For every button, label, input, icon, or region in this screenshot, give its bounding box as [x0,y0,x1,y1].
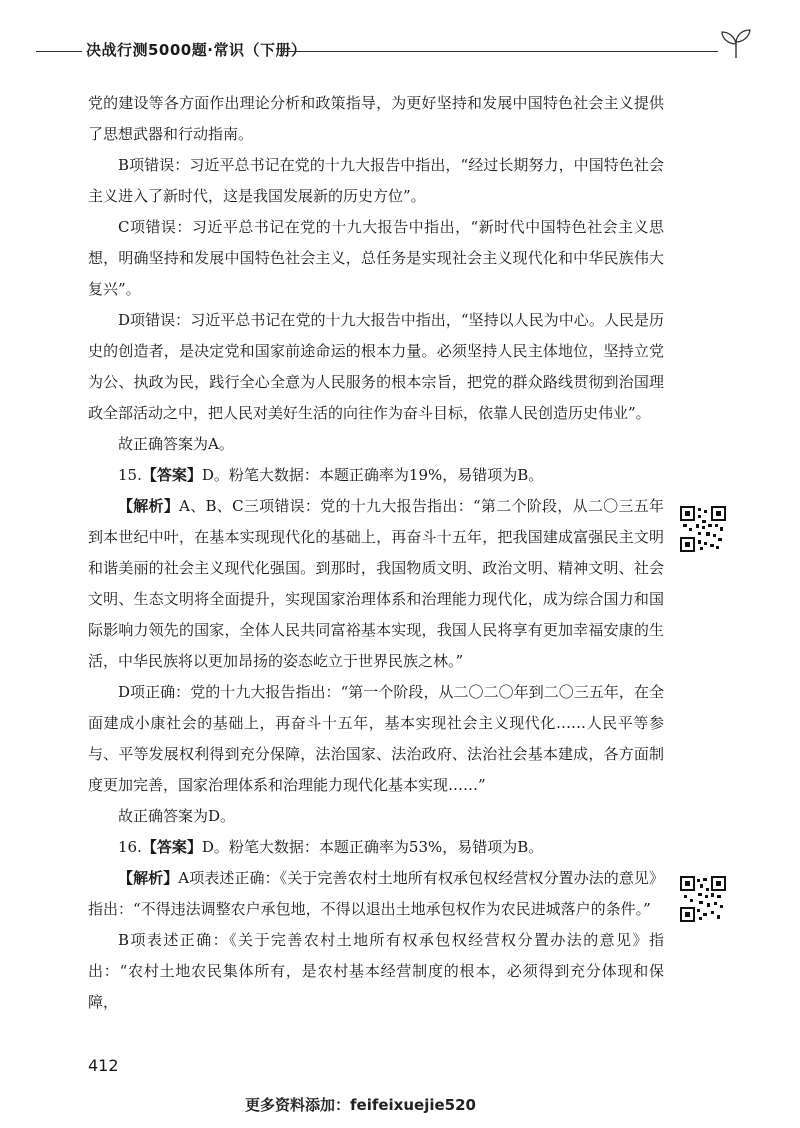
answer-text-body [88,88,664,1018]
analysis-15 [88,491,664,677]
header-rule-left [36,51,82,52]
answer-text-16: D。粉笔大数据：本题正确率为53%，易错项为B。 [201,838,544,856]
answer-tag-16: 【答案】 [141,838,202,856]
analysis-tag-15: 【解析】 [118,497,180,515]
sprout-icon [714,24,758,60]
page-number: 412 [88,1056,119,1075]
paragraph-option-b: B项错误：习近平总书记在党的十九大报告中指出，“经过长期努力，中国特色社会主义进入了新时代，这是我国发展新的历史方位”。 [88,156,664,205]
paragraph-conclusion-14: 故正确答案为A。 [118,435,234,453]
watermark-text: 更多资料添加：feifeixuejie520 [245,1096,476,1114]
analysis-tag-16: 【解析】 [118,869,179,887]
paragraph-continuation: 党的建设等各方面作出理论分析和政策指导，为更好坚持和发展中国特色社会主义提供了思想武器和行动指南。 [88,94,664,143]
analysis-text-16: A项表述正确：《关于完善农村土地所有权承包权经营权分置办法的意见》指出：“不得违法调整农户承包地，不得以退出土地承包权作为农民进城落户的条件。” [88,869,664,918]
page-header [36,36,736,60]
answer-15 [88,460,664,491]
analysis-16 [88,863,664,925]
answer-tag-15: 【答案】 [141,466,202,484]
paragraph-option-c: C项错误：习近平总书记在党的十九大报告中指出，“新时代中国特色社会主义思想，明确坚持和发展中国特色社会主义，总任务是实现社会主义现代化和中华民族伟大复兴”。 [88,218,664,298]
paragraph-option-d-15: D项正确：党的十九大报告指出：“第一个阶段，从二〇二〇年到二〇三五年，在全面建成小康社会的基础上，再奋斗十五年，基本实现社会主义现代化……人民平等参与、平等发展权利得到充分保障，法治国家、法治政府、法治社会基本建成，各方面制度更加完善，国家治理体系和治理能力现代化基本实现……” [88,683,664,794]
paragraph-conclusion-15: 故正确答案为D。 [118,807,236,825]
answer-16 [88,832,664,863]
question-number-16: 16. [118,838,142,856]
qr-code-icon[interactable] [680,506,726,552]
header-title: 决战行测5000题·常识（下册） [86,41,307,59]
paragraph-option-b-16: B项表述正确：《关于完善农村土地所有权承包权经营权分置办法的意见》指出：“农村土地农民集体所有，是农村基本经营制度的根本，必须得到充分体现和保障， [88,931,664,1011]
header-rule-right [280,51,718,52]
paragraph-option-d: D项错误：习近平总书记在党的十九大报告中指出，“坚持以人民为中心。人民是历史的创造者，是决定党和国家前途命运的根本力量。必须坚持人民主体地位，坚持立党为公、执政为民，践行全心全意为人民服务的根本宗旨，把党的群众路线贯彻到治国理政全部活动之中，把人民对美好生活的向往作为奋斗目标，依靠人民创造历史伟业”。 [88,311,664,422]
analysis-text-15: A、B、C三项错误：党的十九大报告指出：“第二个阶段，从二〇三五年到本世纪中叶，在基本实现现代化的基础上，再奋斗十五年，把我国建成富强民主文明和谐美丽的社会主义现代化强国。到那时，我国物质文明、政治文明、精神文明、社会文明、生态文明将全面提升，实现国家治理体系和治理能力现代化，成为综合国力和国际影响力领先的国家，全体人民共同富裕基本实现，我国人民将享有更加幸福安康的生活，中华民族将以更加昂扬的姿态屹立于世界民族之林。” [88,497,664,670]
answer-text-15: D。粉笔大数据：本题正确率为19%，易错项为B。 [201,466,544,484]
qr-code-icon[interactable] [680,876,726,922]
question-number-15: 15. [118,466,142,484]
